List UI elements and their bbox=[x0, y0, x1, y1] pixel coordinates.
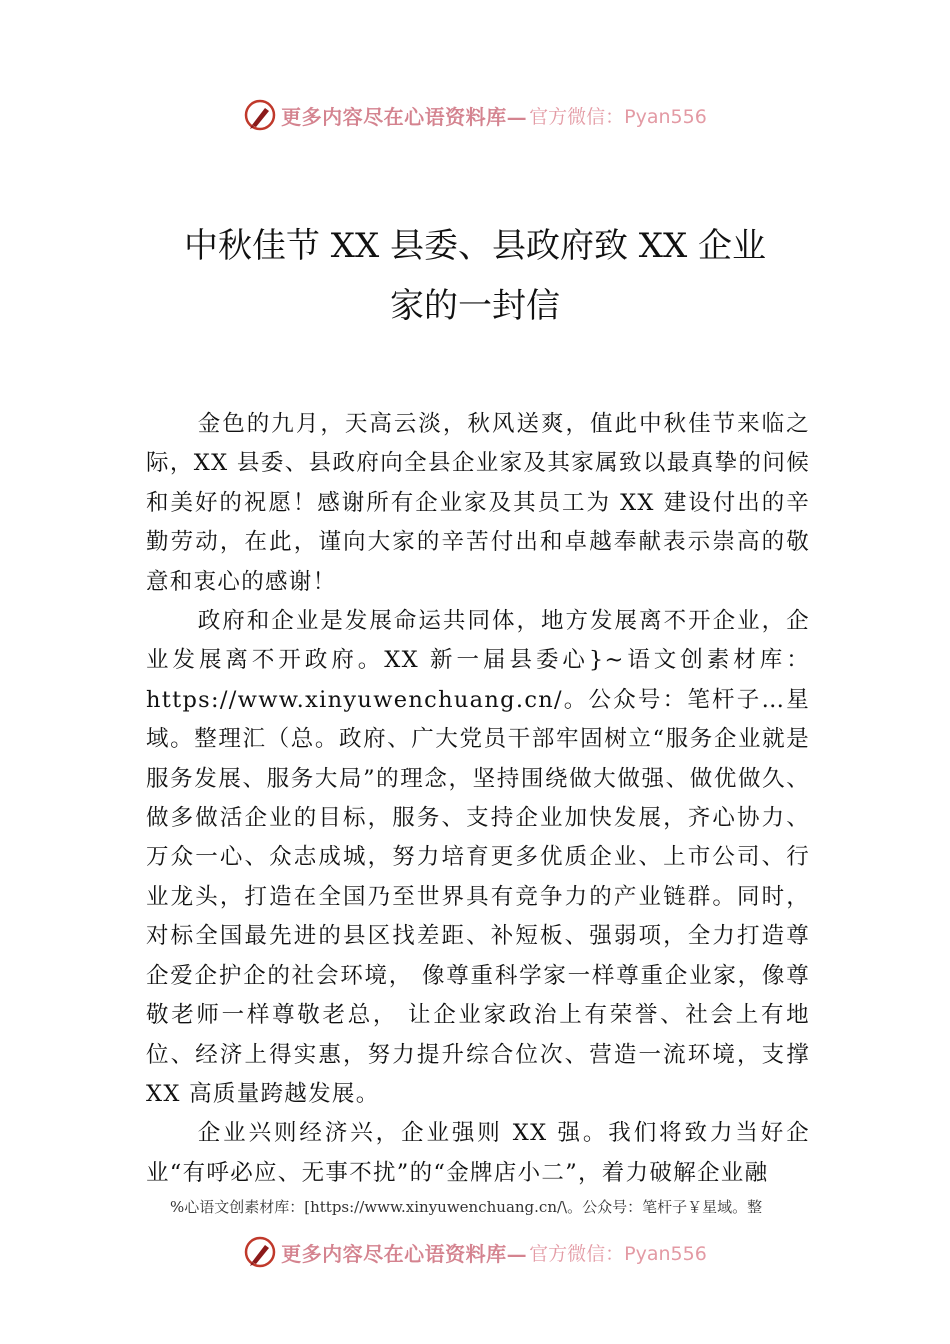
document-title-line-1: 中秋佳节 XX 县委、县政府致 XX 企业 bbox=[183, 226, 767, 266]
footnote: %心语文创素材库：[https://www.xinyuwenchuang.cn/\。公众号：笔杆子￥星域。整 bbox=[170, 1198, 763, 1216]
banner-text: 更多内容尽在心语资料库— bbox=[281, 1241, 528, 1266]
banner-text: 更多内容尽在心语资料库— bbox=[281, 104, 528, 129]
footer-banner bbox=[0, 1232, 950, 1272]
pen-logo-icon bbox=[243, 1235, 277, 1269]
document-body bbox=[146, 405, 810, 1193]
banner-wechat: 官方微信：Pyan556 bbox=[529, 105, 707, 128]
paragraph: 政府和企业是发展命运共同体，地方发展离不开企业，企业发展离不开政府。XX 新一届县委心}~语文创素材库：https://www.xinyuwenchuang.cn/。公众号：笔杆子…星域。整理汇（总。政府、广大党员干部牢固树立“服务企业就是服务发展、服务大局”的理念，坚持围绕做大做强、做优做久、做多做活企业的目标，服务、支持企业加快发展，齐心协力、万众一心、众志成城，努力培育更多优质企业、上市公司、行业龙头，打造在全国乃至世界具有竞争力的产业链群。同时，对标全国最先进的县区找差距、补短板、强弱项，全力打造尊企爱企护企的社会环境， 像尊重科学家一样尊重企业家，像尊敬老师一样尊敬老总， 让企业家政治上有荣誉、社会上有地位、经济上得实惠，努力提升综合位次、营造一流环境，支撑 XX 高质量跨越发展。 bbox=[146, 608, 810, 1107]
paragraph: 金色的九月，天高云淡，秋风送爽，值此中秋佳节来临之际，XX 县委、县政府向全县企业家及其家属致以最真挚的问候和美好的祝愿！感谢所有企业家及其员工为 XX 建设付出的辛勤劳动，在此，谨向大家的辛苦付出和卓越奉献表示崇高的敬意和衷心的感谢！ bbox=[146, 411, 810, 595]
paragraph: 企业兴则经济兴，企业强则 XX 强。我们将致力当好企业“有呼必应、无事不扰”的“金牌店小二”，着力破解企业融 bbox=[146, 1120, 810, 1186]
pen-logo-icon bbox=[243, 98, 277, 132]
document-title-line-2: 家的一封信 bbox=[390, 286, 560, 326]
banner-wechat: 官方微信：Pyan556 bbox=[529, 1242, 707, 1265]
header-banner bbox=[0, 95, 950, 135]
